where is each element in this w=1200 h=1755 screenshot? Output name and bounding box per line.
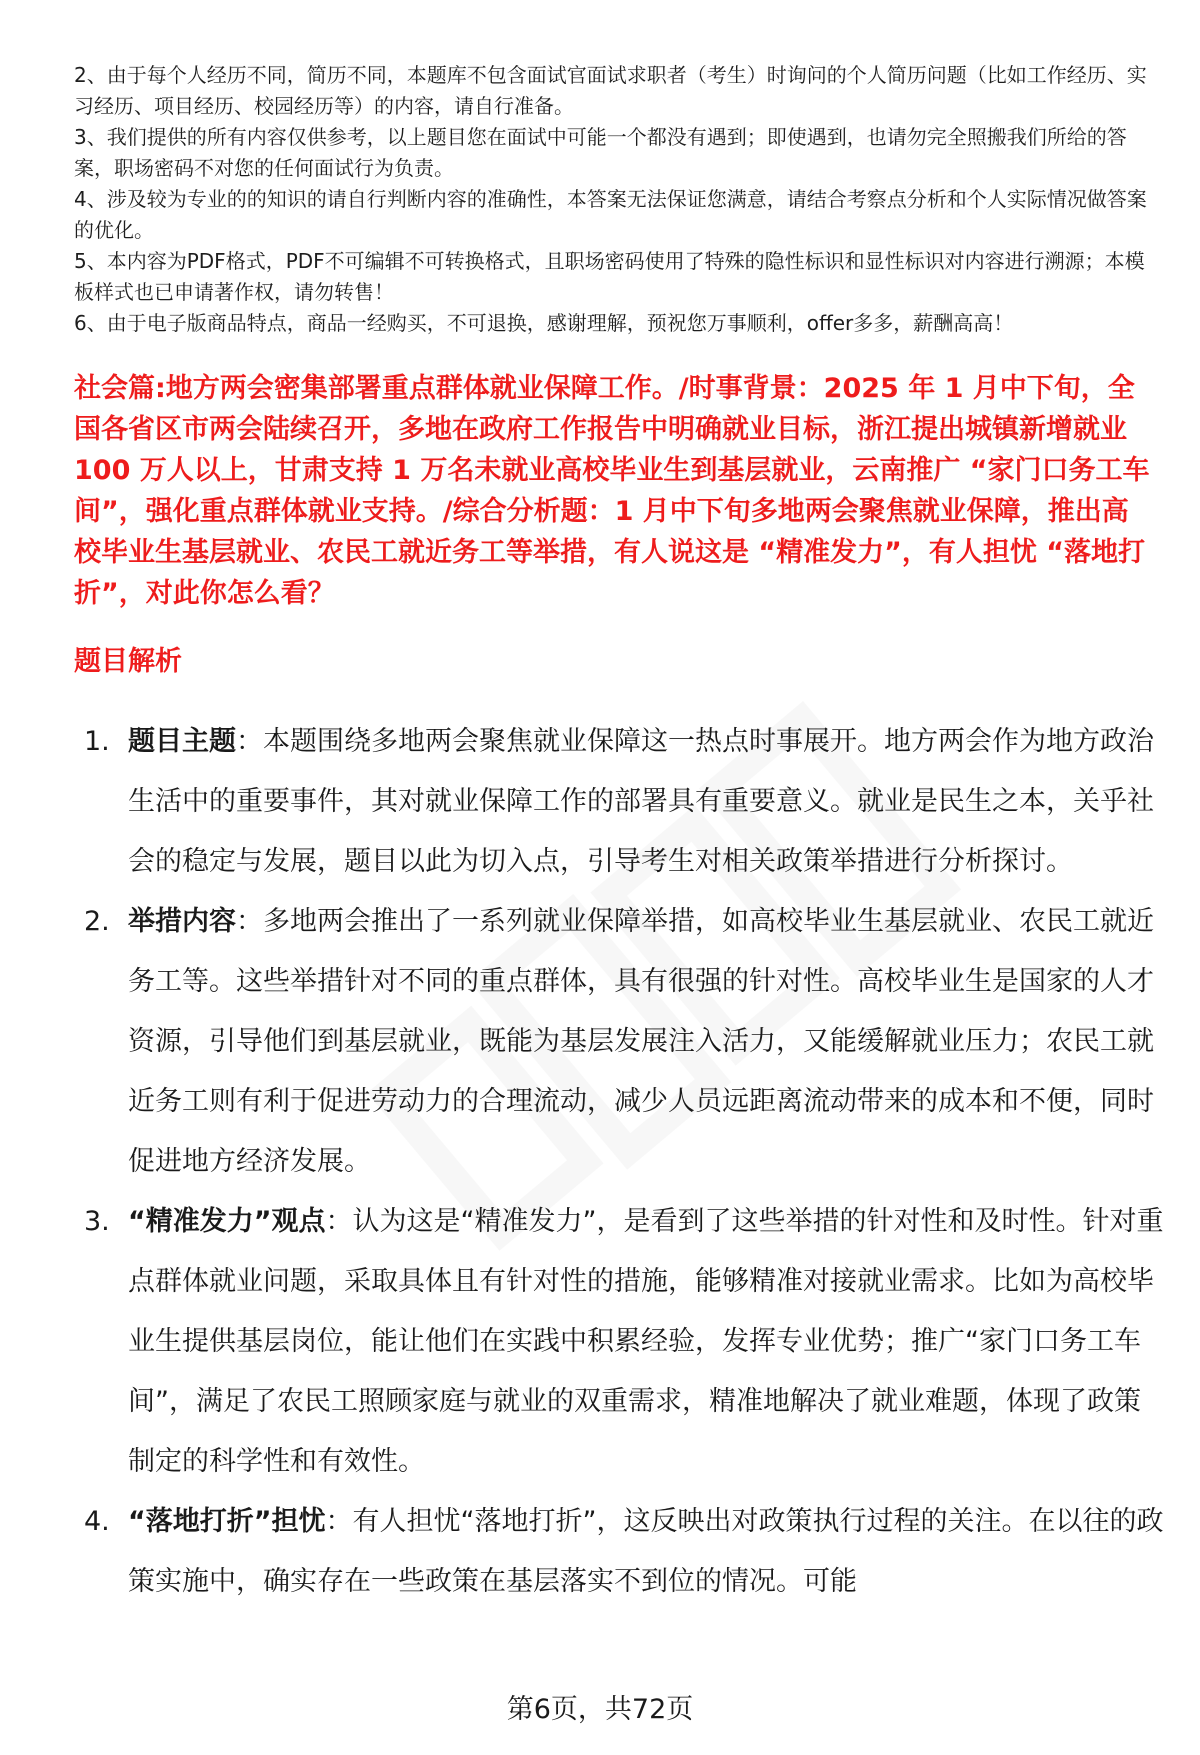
item-term: 举措内容 [128, 906, 236, 937]
item-text: ：本题围绕多地两会聚焦就业保障这一热点时事展开。地方两会作为地方政治生活中的重要事件，其对就业保障工作的部署具有重要意义。就业是民生之本，关乎社会的稳定与发展，题目以此为切入点，引导考生对相关政策举措进行分析探讨。 [128, 726, 1154, 877]
analysis-item [84, 712, 1164, 892]
note-item: 6、由于电子版商品特点，商品一经购买，不可退换，感谢理解，预祝您万事顺利，offer多多，薪酬高高！ [74, 311, 1014, 335]
item-number: 1. [84, 726, 110, 757]
item-text: ：认为这是“精准发力”，是看到了这些举措的针对性和及时性。针对重点群体就业问题，采取具体且有针对性的措施，能够精准对接就业需求。比如为高校毕业生提供基层岗位，能让他们在实践中积累经验，发挥专业优势；推广“家门口务工车间”，满足了农民工照顾家庭与就业的双重需求，精准地解决了就业难题，体现了政策制定的科学性和有效性。 [128, 1206, 1164, 1477]
question-headline: 社会篇:地方两会密集部署重点群体就业保障工作。/时事背景：2025 年 1 月中下旬，全国各省区市两会陆续召开，多地在政府工作报告中明确就业目标，浙江提出城镇新增就业 100 万人以上，甘肃支持 1 万名未就业高校毕业生到基层就业，云南推广 “家门口务工车间”，强化重点群体就业支持。/综合分析题：1 月中下旬多地两会聚焦就业保障，推出高校毕业生基层就业、农民工就近务工等举措，有人说这是 “精准发力”，有人担忧 “落地打折”，对此你怎么看？ [74, 373, 1150, 609]
analysis-item [84, 1492, 1164, 1612]
item-term: “精准发力”观点 [128, 1206, 326, 1237]
disclaimer-notes [74, 60, 1164, 339]
note-item: 4、涉及较为专业的的知识的请自行判断内容的准确性，本答案无法保证您满意，请结合考察点分析和个人实际情况做答案的优化。 [74, 187, 1147, 242]
page-footer: 第6页，共72页 [506, 1694, 694, 1725]
item-number: 3. [84, 1206, 110, 1237]
item-number: 4. [84, 1506, 110, 1537]
item-text: ：有人担忧“落地打折”，这反映出对政策执行过程的关注。在以往的政策实施中，确实存在一些政策在基层落实不到位的情况。可能 [128, 1506, 1164, 1597]
item-number: 2. [84, 906, 110, 937]
section-title: 题目解析 [74, 646, 182, 677]
analysis-item [84, 1192, 1164, 1492]
note-item: 2、由于每个人经历不同，简历不同，本题库不包含面试官面试求职者（考生）时询问的个人简历问题（比如工作经历、实习经历、项目经历、校园经历等）的内容，请自行准备。 [74, 63, 1147, 118]
note-item: 5、本内容为PDF格式，PDF不可编辑不可转换格式，且职场密码使用了特殊的隐性标识和显性标识对内容进行溯源；本模板样式也已申请著作权，请勿转售！ [74, 249, 1145, 304]
item-term: 题目主题 [128, 726, 236, 757]
analysis-item [84, 892, 1164, 1192]
item-term: “落地打折”担忧 [128, 1506, 326, 1537]
item-text: ：多地两会推出了一系列就业保障举措，如高校毕业生基层就业、农民工就近务工等。这些举措针对不同的重点群体，具有很强的针对性。高校毕业生是国家的人才资源，引导他们到基层就业，既能为基层发展注入活力，又能缓解就业压力；农民工就近务工则有利于促进劳动力的合理流动，减少人员远距离流动带来的成本和不便，同时促进地方经济发展。 [128, 906, 1154, 1177]
analysis-list [84, 712, 1164, 1612]
note-item: 3、我们提供的所有内容仅供参考，以上题目您在面试中可能一个都没有遇到；即使遇到，也请勿完全照搬我们所给的答案，职场密码不对您的任何面试行为负责。 [74, 125, 1127, 180]
